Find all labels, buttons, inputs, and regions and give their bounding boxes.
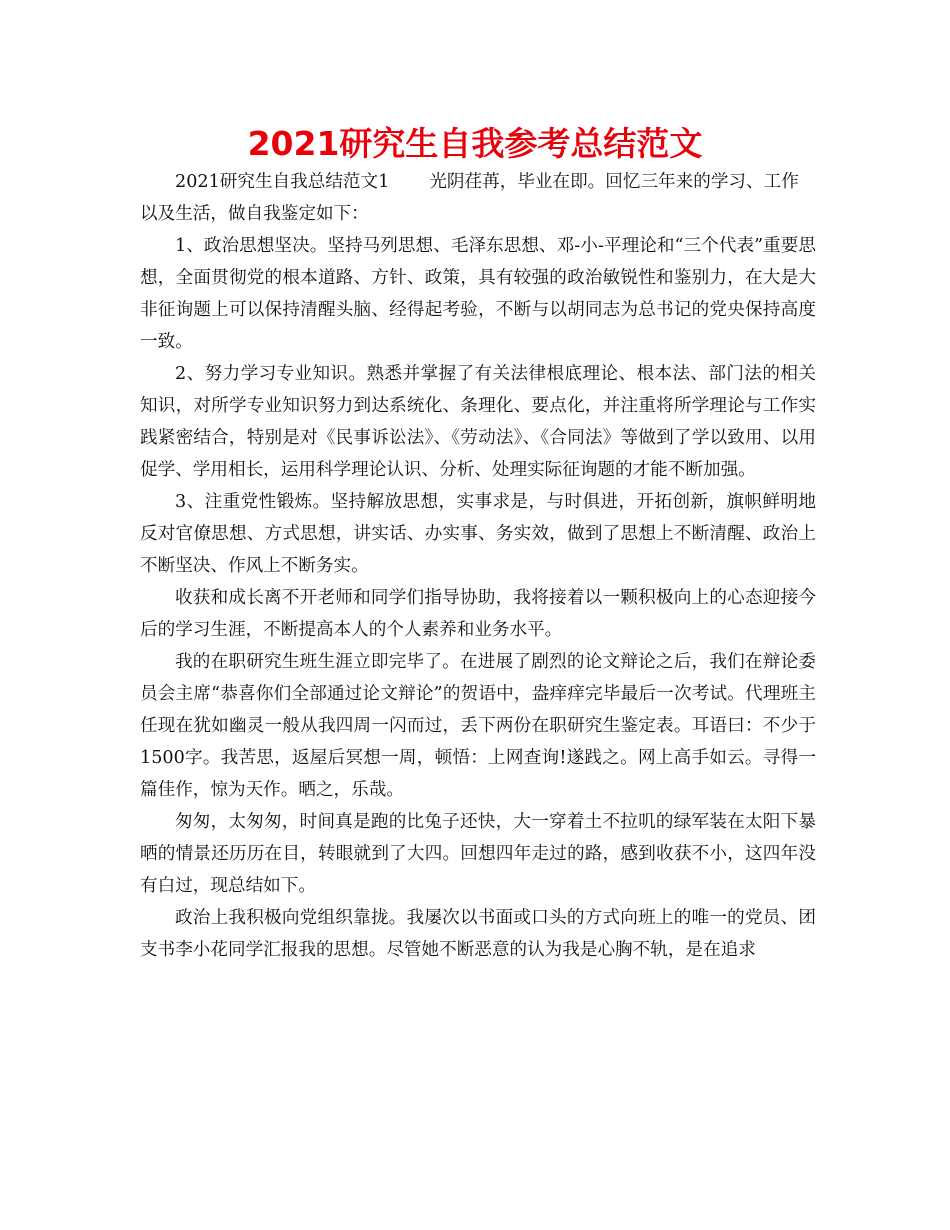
paragraph-party-training: 3、注重党性锻炼。坚持解放思想，实事求是，与时俱进，开拓创新，旗帜鲜明地反对官僚思想、方式思想，讲实话、办实事、务实效，做到了思想上不断清醒、政治上不断坚决、作风上不断务实。 [140, 492, 816, 576]
document-title: 2021研究生自我参考总结范文 [247, 124, 703, 163]
intro-lead: 2021研究生自我总结范文1 [175, 172, 390, 192]
intro-paragraph [140, 166, 816, 230]
paragraph-politics: 政治上我积极向党组织靠拢。我屡次以书面或口头的方式向班上的唯一的党员、团支书李小花同学汇报我的思想。尽管她不断恶意的认为我是心胸不轨，是在追求 [140, 908, 816, 960]
paragraph-graduation: 我的在职研究生班生涯立即完毕了。在进展了剧烈的论文辩论之后，我们在辩论委员会主席“恭喜你们全部通过论文辩论”的贺语中，盎痒痒完毕最后一次考试。代理班主任现在犹如幽灵一般从我四周一闪而过，丢下两份在职研究生鉴定表。耳语曰：不少于1500字。我苦思，返屋后冥想一周，顿悟：上网查询!遂践之。网上高手如云。寻得一篇佳作，惊为天作。晒之，乐哉。 [140, 652, 816, 800]
paragraph-political-thought: 1、政治思想坚决。坚持马列思想、毛泽东思想、邓-小-平理论和“三个代表”重要思想，全面贯彻党的根本道路、方针、政策，具有较强的政治敏锐性和鉴别力，在大是大非征询题上可以保持清醒头脑、经得起考验，不断与以胡同志为总书记的党央保持高度一致。 [140, 236, 816, 352]
intro-text: 光阴荏苒，毕业在即。回忆三年来的学习、工作以及生活，做自我鉴定如下： [140, 172, 799, 224]
paragraph-professional-study: 2、努力学习专业知识。熟悉并掌握了有关法律根底理论、根本法、部门法的相关知识，对所学专业知识努力到达系统化、条理化、要点化，并注重将所学理论与工作实践紧密结合，特别是对《民事诉讼法》、《劳动法》、《合同法》等做到了学以致用、以用促学、学用相长，运用科学理论认识、分析、处理实际征询题的才能不断加强。 [140, 364, 816, 480]
document-body [140, 166, 816, 966]
paragraph-four-years: 匆匆，太匆匆，时间真是跑的比兔子还快，大一穿着土不拉叽的绿军装在太阳下暴晒的情景还历历在目，转眼就到了大四。回想四年走过的路，感到收获不小，这四年没有白过，现总结如下。 [140, 812, 816, 896]
paragraph-gratitude: 收获和成长离不开老师和同学们指导协助，我将接着以一颗积极向上的心态迎接今后的学习生涯，不断提高本人的个人素养和业务水平。 [140, 588, 816, 640]
